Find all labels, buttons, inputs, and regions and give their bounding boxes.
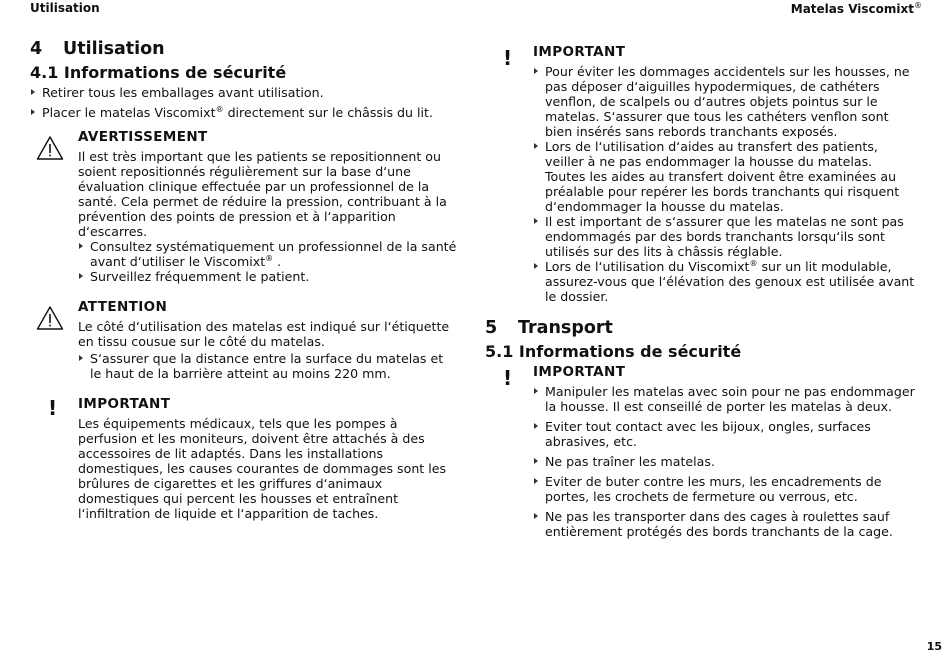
- attention-text: Le côté d‘utilisation des matelas est indiqué sur l‘étiquette en tissu cousue sur le côté du matelas.: [78, 319, 450, 349]
- left-column: [30, 38, 458, 521]
- list-item: Retirer tous les emballages avant utilisation.: [30, 85, 458, 100]
- right-column: [485, 44, 915, 544]
- running-header-left: Utilisation: [30, 1, 100, 15]
- attention-title: ATTENTION: [78, 299, 168, 315]
- section-4-number: 4: [30, 39, 43, 59]
- list-item: Il est important de s‘assurer que les matelas ne sont pas endommagés par des bords tranchants lorsqu‘ils sont utilisés sur des lits à châssis réglable.: [533, 214, 915, 259]
- running-header-right: [791, 1, 922, 16]
- section-5-1-heading: 5.1 Informations de sécurité: [485, 342, 742, 361]
- important-title: IMPORTANT: [533, 364, 626, 380]
- exclamation-icon: !: [503, 366, 513, 390]
- list-item: Lors de l‘utilisation d‘aides au transfert des patients, veiller à ne pas endommager la housse du matelas. Toutes les aides au transfert doivent être examinées au préalable pour repérer les bords tranchants qui risquent d‘endommager la housse du matelas.: [533, 139, 915, 214]
- warning-triangle-icon: [30, 129, 78, 284]
- important-list: [533, 64, 915, 304]
- section-5-heading: [485, 317, 915, 339]
- important-notice: [485, 44, 915, 304]
- attention-list: [78, 351, 458, 381]
- section-5-number: 5: [485, 318, 498, 338]
- list-item: Consultez systématiquement un professionnel de la santé avant d‘utiliser le Viscomixt® .: [78, 239, 458, 269]
- important-text: Les équipements médicaux, tels que les pompes à perfusion et les moniteurs, doivent être attachés à des accessoires de lit adaptés. Dans les installations domestiques, les causes courantes de dommages sont les brûlures de cigarettes et les griffures d‘animaux domestiques qui percent les housses et entraînent l‘infiltration de liquide et l‘apparition de taches.: [78, 416, 447, 521]
- list-item: Manipuler les matelas avec soin pour ne pas endommager la housse. Il est conseillé de porter les matelas à deux.: [533, 384, 915, 414]
- section-4-1-heading: 4.1 Informations de sécurité: [30, 63, 287, 82]
- warning-triangle-icon: [30, 299, 78, 381]
- warning-text: Il est très important que les patients se repositionnent ou soient repositionnés régulièrement sur la base d‘une évaluation clinique effectuée par un professionnel de la santé. Cela permet de réduire la pression, contribuant à la prévention des points de pression et à l‘apparition d‘escarres.: [78, 149, 447, 239]
- section-4-title: Utilisation: [63, 39, 165, 59]
- list-item: Surveillez fréquemment le patient.: [78, 269, 458, 284]
- section-4-heading: [30, 38, 458, 60]
- warning-list: [78, 239, 458, 284]
- exclamation-icon: !: [48, 396, 58, 420]
- warning-title: AVERTISSEMENT: [78, 129, 208, 145]
- list-item: Eviter de buter contre les murs, les encadrements de portes, les crochets de fermeture ou verrous, etc.: [533, 474, 915, 504]
- section-5-title: Transport: [518, 318, 613, 338]
- list-item: Pour éviter les dommages accidentels sur les housses, ne pas déposer d‘aiguilles hypodermiques, de cathéters venflon, de scalpels ou d‘autres objets pointus sur le matelas. S‘assurer que tous les cathéters venflon sont bien insérés sans rebords tranchants exposés.: [533, 64, 915, 139]
- important-title: IMPORTANT: [533, 44, 626, 60]
- section-4-1-list: [30, 85, 458, 120]
- page-number: 15: [926, 640, 942, 653]
- list-item: Eviter tout contact avec les bijoux, ongles, surfaces abrasives, etc.: [533, 419, 915, 449]
- running-header-title: Matelas Viscomixt: [790, 2, 914, 16]
- list-item: Placer le matelas Viscomixt® directement sur le châssis du lit.: [30, 105, 458, 120]
- registered-mark: ®: [914, 1, 922, 10]
- important-title: IMPORTANT: [78, 396, 171, 412]
- list-item: Lors de l‘utilisation du Viscomixt® sur un lit modulable, assurez-vous que l‘élévation des genoux est utilisée avant le dossier.: [533, 259, 915, 304]
- list-item: Ne pas les transporter dans des cages à roulettes sauf entièrement protégés des bords tranchants de la cage.: [533, 509, 915, 539]
- exclamation-icon: !: [503, 46, 513, 70]
- attention-notice: [30, 299, 458, 381]
- warning-notice: [30, 129, 458, 284]
- important-list: [533, 384, 915, 539]
- list-item: S‘assurer que la distance entre la surface du matelas et le haut de la barrière atteint au moins 220 mm.: [78, 351, 458, 381]
- important-notice: [30, 396, 458, 521]
- list-item: Ne pas traîner les matelas.: [533, 454, 915, 469]
- important-notice: [485, 364, 915, 544]
